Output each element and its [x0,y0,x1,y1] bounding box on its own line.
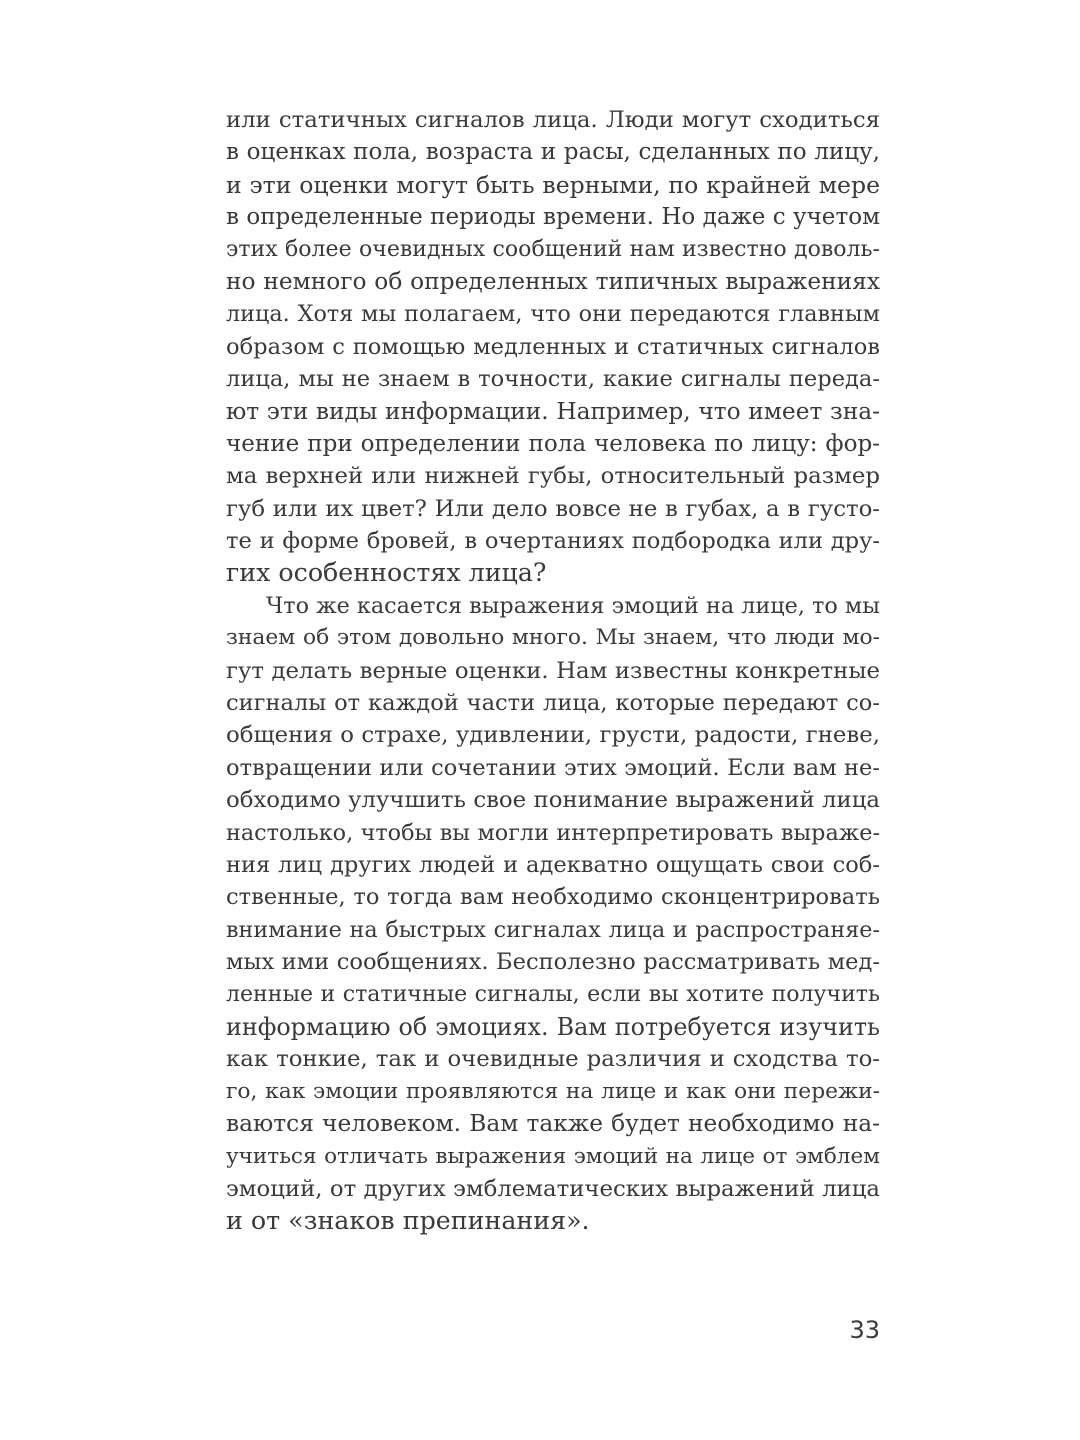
text-line: гих особенностях лица? [226,558,547,588]
text-line: Что же касается выражения эмоций на лице, то мы [266,592,880,619]
text-line: лица. Хотя мы полагаем, что они передаются главным [226,301,880,328]
text-line: но немного об определенных типичных выражениях [226,267,880,295]
text-line: этих более очевидных сообщений нам известно доволь- [226,236,880,262]
text-line: те и форме бровей, в очертаниях подбородка или дру- [226,528,880,555]
text-line: отвращении или сочетании этих эмоций. Если вам не- [226,754,880,781]
text-line: знаем об этом довольно много. Мы знаем, что люди мо- [226,625,880,651]
text-line: гут делать верные оценки. Нам известны конкретные [226,657,880,684]
text-line: учиться отличать выражения эмоций на лице от эмблем [226,1143,880,1169]
text-line: сигналы от каждой части лица, которые передают со- [226,690,880,717]
text-line: информацию об эмоциях. Вам потребуется изучить [226,1012,880,1041]
text-line: внимание на быстрых сигналах лица и распространяе- [226,916,880,943]
paragraph-1 [226,104,880,590]
text-line: общения о страхе, удивлении, грусти, радости, гневе, [226,722,880,749]
text-line: ния лиц других людей и адекватно ощущать свои соб- [226,851,880,878]
text-line: в определенные периоды времени. Но даже с учетом [226,204,880,231]
text-line: и от «знаков препинания». [226,1206,590,1236]
page-number: 33 [849,1316,880,1344]
text-line: в оценках пола, возраста и расы, сделанных по лицу, [226,139,880,166]
text-line: обходимо улучшить свое понимание выражений лица [226,787,880,814]
text-line: ленные и статичные сигналы, если вы хотите получить [226,981,880,1007]
text-line: эмоций, от других эмблематических выражений лица [226,1175,880,1202]
text-line: как тонкие, так и очевидные различия и сходства то- [226,1046,880,1073]
text-line: ственные, то тогда вам необходимо сконцентрировать [226,884,880,911]
paragraph-2 [226,590,880,1238]
body-text [226,104,880,1238]
text-line: и эти оценки могут быть верными, по крайней мере [226,170,880,199]
text-line: образом с помощью медленных и статичных сигналов [226,333,880,360]
text-line: или статичных сигналов лица. Люди могут сходиться [226,107,880,133]
text-line: настолько, чтобы вы могли интерпретировать выраже- [226,819,880,846]
text-line: ют эти виды информации. Например, что имеет зна- [226,397,880,425]
text-line: лица, мы не знаем в точности, какие сигналы переда- [226,366,880,393]
text-line: ма верхней или нижней губы, относительный размер [226,463,880,490]
text-line: го, как эмоции проявляются на лице и как они пережи- [226,1078,880,1104]
text-line: ваются человеком. Вам также будет необходимо на- [226,1110,880,1138]
text-line: мых ими сообщениях. Бесполезно рассматривать мед- [226,949,880,976]
text-line: чение при определении пола человека по лицу: фор- [226,430,880,457]
text-line: губ или их цвет? Или дело вовсе не в губах, а в густо- [226,495,880,522]
